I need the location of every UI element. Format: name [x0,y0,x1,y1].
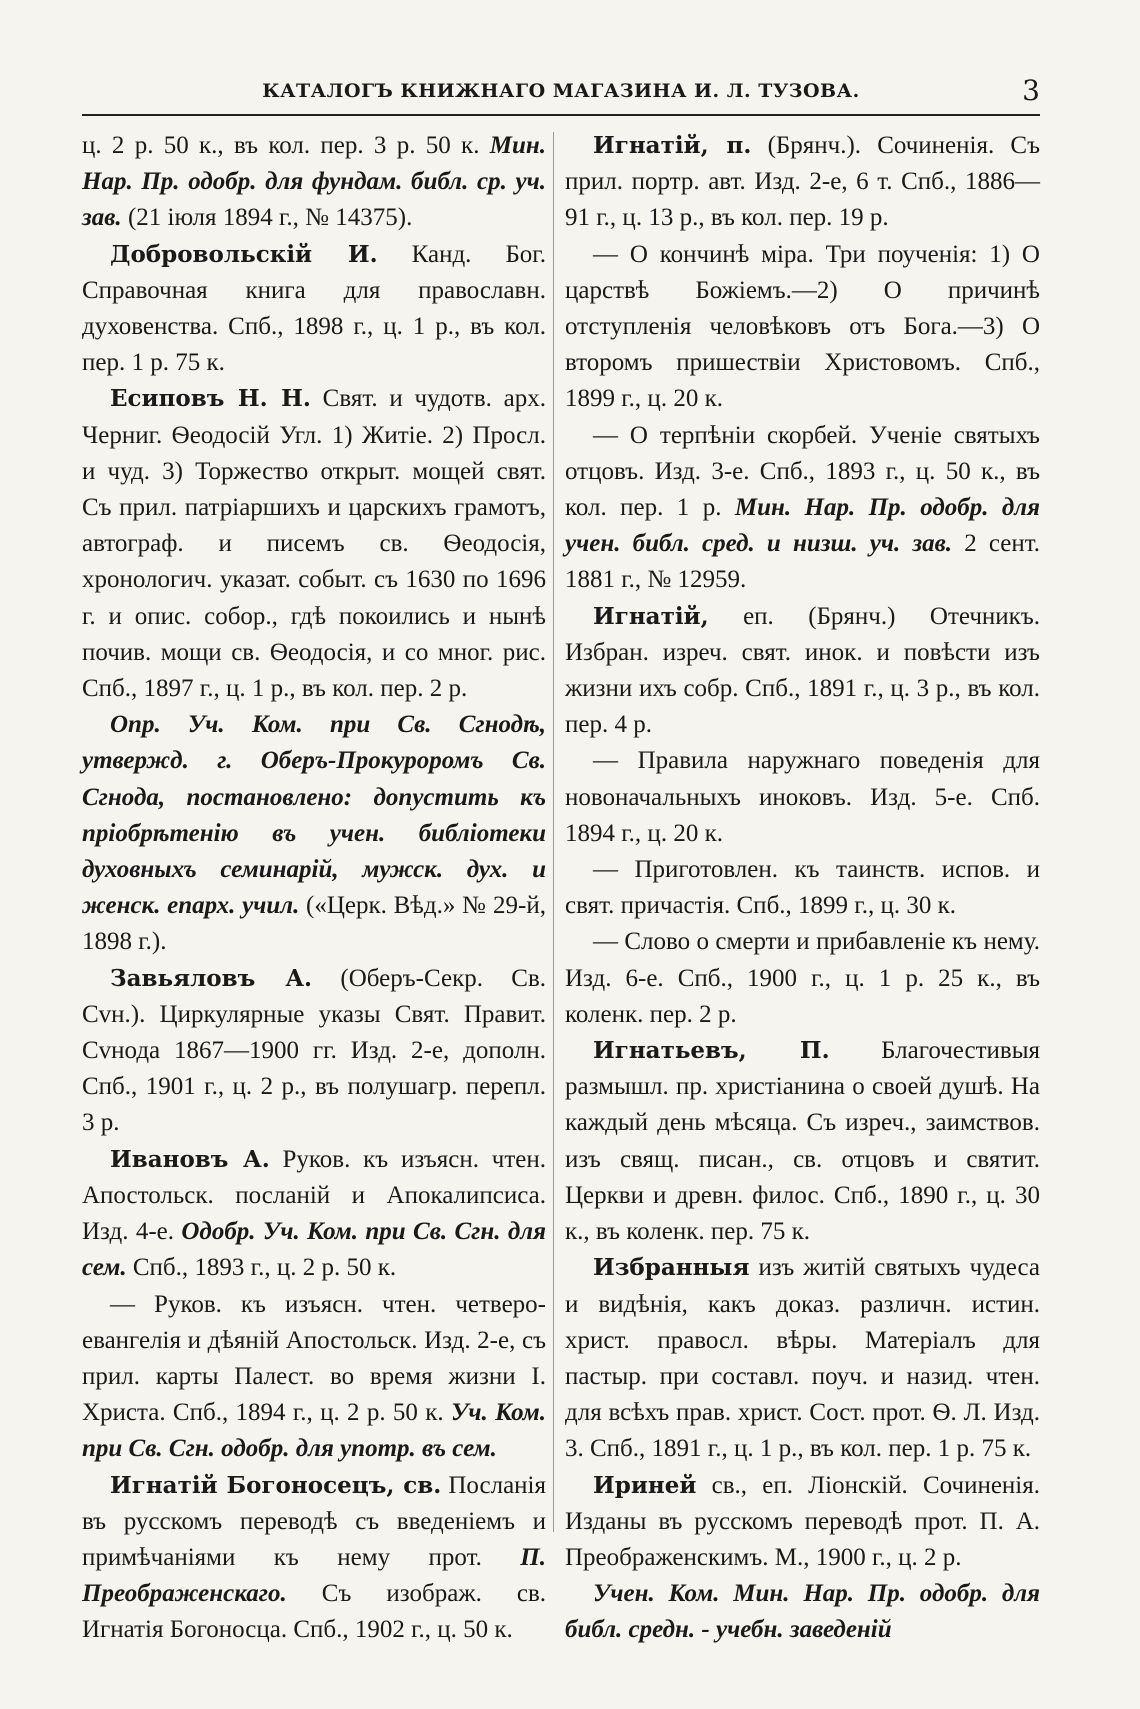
catalog-entry: Добровольскій И. Канд. Бог. Справочная книга для православн. духовенства. Спб., 1898 г., ц. 1 р., въ кол. пер. 1 р. 75 к. [82,240,546,377]
catalog-entry: Игнатій, п. (Брянч.). Сочиненія. Съ прил. портр. авт. Изд. 2-е, 6 т. Спб., 1886—91 г., ц. 13 р., въ кол. пер. 19 р. [565,132,1040,232]
header-title: КАТАЛОГЪ КНИЖНАГО МАГАЗИНА И. Л. ТУЗОВА. [262,80,860,102]
catalog-entry: Игнатій, еп. (Брянч.) Отечникъ. Избран. изреч. свят. инок. и повѣсти изъ жизни ихъ собр. Спб., 1891 г., ц. 3 р., въ кол. пер. 4 р. [565,602,1041,739]
catalog-entry: — О кончинѣ міра. Три поученія: 1) О царствѣ Божіемъ.—2) О причинѣ отступленія человѣковъ отъ Бога.—3) О второмъ пришествіи Христовомъ. Спб., 1899 г., ц. 20 к. [565,240,1040,413]
catalog-entry-note [565,1576,1040,1648]
column-divider [553,132,554,1532]
catalog-entry: — Приготовлен. къ таинств. испов. и свят. причастія. Спб., 1899 г., ц. 30 к. [565,856,1040,920]
entry-author: Есиповъ Н. Н. [110,385,311,413]
catalog-entry: Игнатьевъ, П. Благочестивыя размышл. пр. христіанина о своей душѣ. На каждый день мѣсяца. Съ изреч., заимствов. изъ свящ. писан., св. отцовъ и святит. Церкви и древн. филос. Спб., 1890 г., ц. 30 к., въ коленк. пер. 75 к. [565,1037,1040,1246]
catalog-entry: Ивановъ А. Руков. къ изъясн. чтен. Апостольск. посланій и Апокалипсиса. Изд. 4-е. Одобр. Уч. Ком. при Св. Сгн. для сем. Спб., 1893 г., ц. 2 р. 50 к. [82,1145,547,1282]
entry-author: Завьяловъ А. [110,964,313,992]
catalog-entry: Есиповъ Н. Н. Свят. и чудотв. арх. Черниг. Ѳеодосій Угл. 1) Житіе. 2) Просл. и чуд. 3) Торжество открыт. мощей свят. Съ прил. патріаршихъ и царскихъ грамотъ, автограф. и писемъ св. Ѳеодосія, хронологич. указат. событ. съ 1630 по 1696 г. и опис. собор., гдѣ покоились и нынѣ почив. мощи св. Ѳеодосія, и со мног. рис. Спб., 1897 г., ц. 1 р., въ кол. пер. 2 р. [82,385,546,703]
catalog-entry: Ириней св., еп. Ліонскій. Сочиненія. Изданы въ русскомъ переводѣ прот. П. А. Преображенскимъ. М., 1900 г., ц. 2 р. [565,1471,1040,1571]
running-header [82,74,1040,116]
approval-note: Уч. Ком. при Св. Сгн. одобр. для употр. въ сем. [82,1399,546,1463]
entry-author: Добровольскій И. [110,240,378,268]
catalog-entry: Избранныя изъ житій святыхъ чудеса и видѣнія, какъ доказ. различн. истин. христ. правосл. вѣры. Матеріалъ для пастыр. при составл. поуч. и назид. чтен. для всѣхъ прав. христ. Сост. прот. Ѳ. Л. Изд. 3. Спб., 1891 г., ц. 1 р., въ кол. пер. 1 р. 75 к. [565,1254,1040,1463]
entry-author: Избранныя [593,1254,750,1282]
right-column [565,128,1040,1649]
approval-note: Мин. Нар. Пр. одобр. для фундам. библ. ср. уч. зав. [82,132,547,232]
catalog-entry: — Правила наружнаго поведенія для новоначальныхъ иноковъ. Изд. 5-е. Спб. 1894 г., ц. 20 к. [565,747,1040,847]
entry-author: Игнатій, п. [593,132,752,159]
catalog-entry: Игнатій Богоносецъ, св. Посланія въ русскомъ переводѣ съ введеніемъ и примѣчаніями къ нему прот. П. Преображенскаго. Съ изображ. св. Игнатія Богоносца. Спб., 1902 г., ц. 50 к. [82,1471,547,1644]
editor-name: П. Преображенскаго. [82,1543,546,1608]
entry-author: Игнатій Богоносецъ, св. [110,1471,442,1499]
approval-note: Одобр. Уч. Ком. при Св. Сгн. для сем. [82,1218,547,1282]
entry-author: Ириней [593,1471,697,1499]
entry-author: Игнатій, [593,602,709,630]
catalog-entry: ц. 2 р. 50 к., въ кол. пер. 3 р. 50 к. Мин. Нар. Пр. одобр. для фундам. библ. ср. уч. зав. (21 іюля 1894 г., № 14375). [82,132,547,232]
entry-author: Ивановъ А. [110,1145,270,1173]
approval-note: Мин. Нар. Пр. одобр. для учен. библ. сред. и низш. уч. зав. [565,494,1041,558]
approval-note: Опр. Уч. Ком. при Св. Сгнодѣ, утвержд. г. Оберъ-Прокуроромъ Св. Сгнода, постановлено: допустить къ пріобрѣтенію въ учен. библіотеки духовныхъ семинарій, мужск. дух. и женск. епарх. учил. [82,711,546,920]
catalog-entry: — Слово о смерти и прибавленіе къ нему. Изд. 6-е. Спб., 1900 г., ц. 1 р. 25 к., въ коленк. пер. 2 р. [565,928,1040,1028]
catalog-entry: — Руков. къ изъясн. чтен. четверо-евангелія и дѣяній Апостольск. Изд. 2-е, съ прил. карты Палест. во время жизни І. Христа. Спб., 1894 г., ц. 2 р. 50 к. Уч. Ком. при Св. Сгн. одобр. для употр. въ сем. [82,1290,546,1463]
left-column [82,128,546,1649]
approval-note: Учен. Ком. Мин. Нар. Пр. одобр. для библ. средн. - учебн. заведеній [565,1580,1040,1644]
catalog-entry: Завьяловъ А. (Оберъ-Секр. Св. Сvн.). Циркулярные указы Свят. Правит. Сvнода 1867—1900 гг. Изд. 2-е, дополн. Спб., 1901 г., ц. 2 р., въ полушагр. перепл. 3 р. [82,964,546,1137]
catalog-entry: — О терпѣніи скорбей. Ученіе святыхъ отцовъ. Изд. 3-е. Спб., 1893 г., ц. 50 к., въ кол. пер. 1 р. Мин. Нар. Пр. одобр. для учен. библ. сред. и низш. уч. зав. 2 сент. 1881 г., № 12959. [565,421,1041,594]
catalog-entry-note: Опр. Уч. Ком. при Св. Сгнодѣ, утвержд. г. Оберъ-Прокуроромъ Св. Сгнода, постановлено: допустить къ пріобрѣтенію въ учен. библіотеки духовныхъ семинарій, мужск. дух. и женск. епарх. учил. («Церк. Вѣд.» № 29-й, 1898 г.). [82,711,546,956]
entry-author: Игнатьевъ, П. [593,1037,830,1065]
page-number: 3 [1022,74,1040,107]
